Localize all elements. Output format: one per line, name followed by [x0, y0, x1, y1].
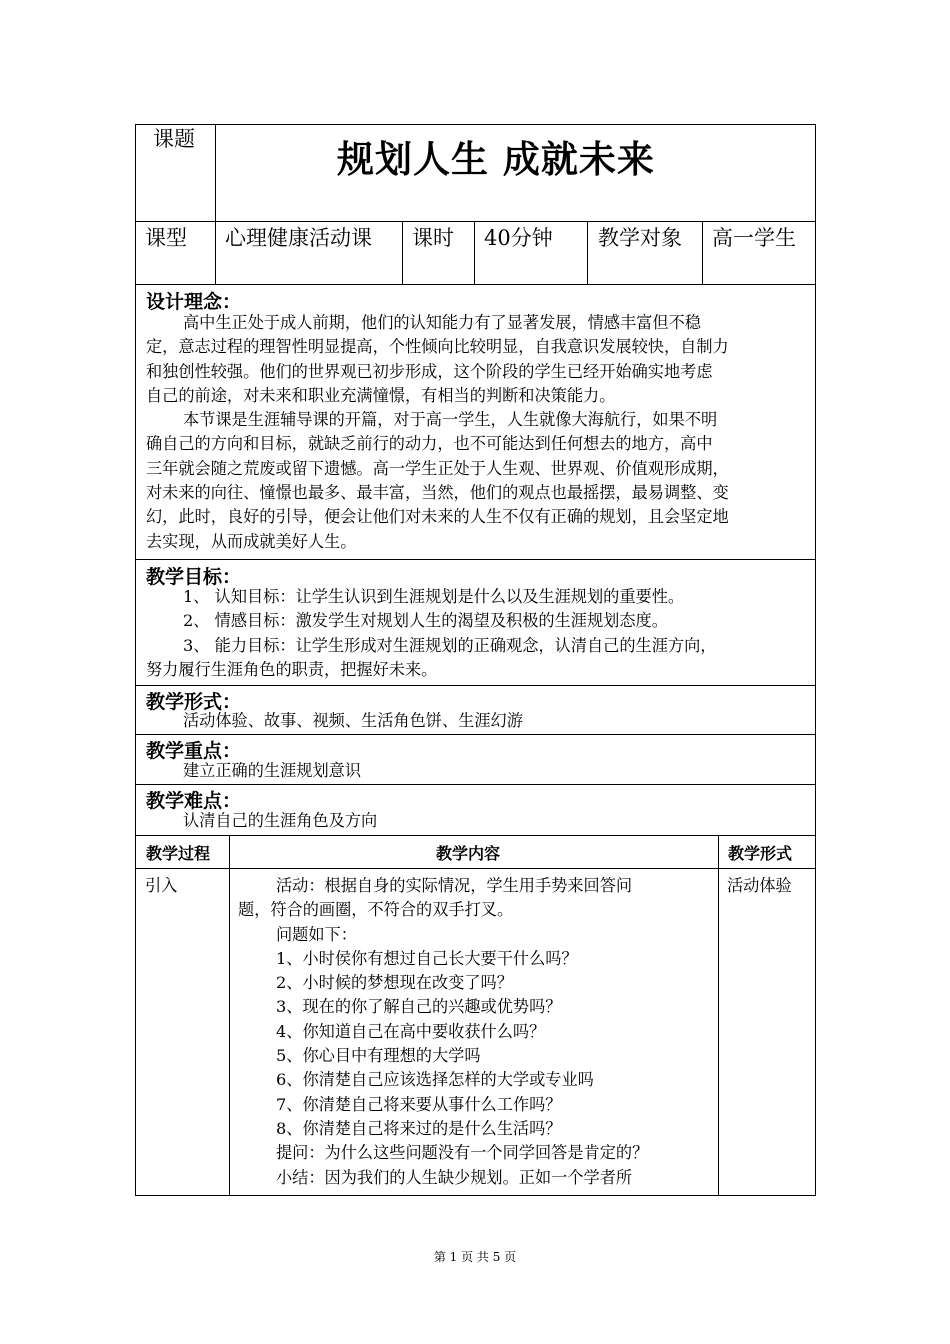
forms-heading: 教学形式：: [146, 691, 242, 713]
lesson-title: 规划人生 成就未来: [337, 138, 655, 181]
goal-item: 努力履行生涯角色的职责，把握好未来。: [146, 659, 438, 679]
design-line: 和独创性较强。他们的世界观已初步形成，这个阶段的学生已经开始确实地考虑: [146, 361, 713, 381]
process-header-stage: 教学过程: [146, 844, 211, 863]
audience-value: 高一学生: [712, 226, 796, 250]
content-line: 2、小时候的梦想现在改变了吗？: [276, 973, 513, 993]
content-line: 问题如下：: [276, 924, 357, 944]
process-form: 活动体验: [727, 876, 792, 895]
content-line: 3、现在的你了解自己的兴趣或优势吗？: [276, 997, 562, 1017]
content-line: 题，符合的画圈，不符合的双手打叉。: [238, 900, 514, 920]
design-paragraph: [146, 311, 810, 554]
goal-item: 2、 情感目标：激发学生对规划人生的渴望及积极的生涯规划态度。: [183, 611, 668, 631]
content-line: 活动：根据自身的实际情况，学生用手势来回答问: [276, 876, 633, 895]
topic-label: 课题: [153, 127, 195, 151]
hours-label: 课时: [412, 226, 454, 250]
design-line: 去实现，从而成就美好人生。: [146, 531, 357, 551]
design-line: 确自己的方向和目标，就缺乏前行的动力，也不可能达到任何想去的地方，高中: [146, 434, 713, 454]
goal-item: 1、 认知目标：让学生认识到生涯规划是什么以及生涯规划的重要性。: [183, 587, 685, 606]
content-line: 4、你知道自己在高中要收获什么吗？: [276, 1021, 546, 1041]
process-content: [238, 874, 714, 1190]
design-line: 自己的前途，对未来和职业充满憧憬，有相当的判断和决策能力。: [146, 385, 616, 405]
design-line: 幻，此时，良好的引导，便会让他们对未来的人生不仅有正确的规划，且会坚定地: [146, 507, 729, 527]
process-stage-cell: [135, 868, 230, 1196]
forms-text: 活动体验、故事、视频、生活角色饼、生涯幻游: [183, 711, 523, 730]
keypoint-text: 建立正确的生涯规划意识: [183, 761, 362, 780]
hours-value: 40分钟: [484, 226, 553, 250]
type-label: 课型: [145, 226, 187, 250]
process-form-cell: [718, 868, 816, 1196]
design-line: 对未来的向往、憧憬也最多、最丰富，当然，他们的观点也最摇摆，最易调整、变: [146, 483, 729, 503]
goals-list: [146, 585, 810, 682]
goals-heading: 教学目标：: [146, 566, 242, 588]
content-line: 7、你清楚自己将来要从事什么工作吗？: [276, 1094, 562, 1114]
content-line: 1、小时侯你有想过自己长大要干什么吗？: [276, 948, 578, 968]
content-line: 小结：因为我们的人生缺少规划。正如一个学者所: [276, 1167, 633, 1187]
design-line: 高中生正处于成人前期，他们的认知能力有了显著发展，情感丰富但不稳: [183, 313, 701, 332]
process-stage: 引入: [145, 876, 178, 895]
content-line: 5、你心目中有理想的大学吗: [276, 1046, 481, 1066]
page-footer: 第 1 页 共 5 页: [433, 1250, 517, 1264]
content-line: 8、你清楚自己将来过的是什么生活吗？: [276, 1118, 562, 1138]
design-line: 定，意志过程的理智性明显提高，个性倾向比较明显，自我意识发展较快，自制力: [146, 337, 729, 357]
process-header-form: 教学形式: [728, 844, 793, 863]
design-line: 本节课是生涯辅导课的开篇，对于高一学生，人生就像大海航行，如果不明: [183, 410, 718, 430]
audience-label: 教学对象: [598, 226, 682, 250]
content-line: 6、你清楚自己应该选择怎样的大学或专业吗: [276, 1070, 594, 1090]
type-value: 心理健康活动课: [225, 226, 372, 250]
content-line: 提问：为什么这些问题没有一个同学回答是肯定的？: [276, 1143, 649, 1163]
keypoint-heading: 教学重点：: [146, 740, 242, 762]
difficulty-text: 认清自己的生涯角色及方向: [183, 811, 378, 830]
design-heading: 设计理念：: [146, 291, 242, 313]
goal-item: 3、 能力目标：让学生形成对生涯规划的正确观念，认清自己的生涯方向，: [183, 635, 717, 655]
design-line: 三年就会随之荒废或留下遗憾。高一学生正处于人生观、世界观、价值观形成期，: [146, 458, 729, 478]
difficulty-heading: 教学难点：: [146, 790, 242, 812]
process-header-content: 教学内容: [436, 844, 501, 863]
